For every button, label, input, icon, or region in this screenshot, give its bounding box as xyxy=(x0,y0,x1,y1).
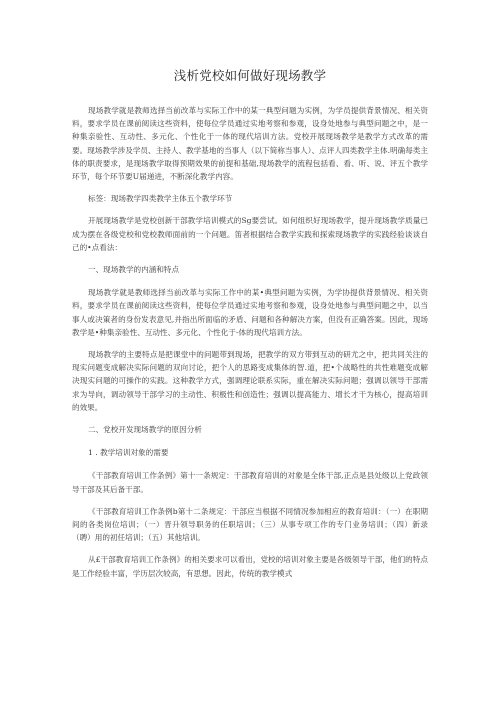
section-heading-2: 二、党校开发现场教学的原因分析 xyxy=(88,425,202,435)
intro-paragraph: 开展现场教学是党校创新干部教学培训模式的Sg要尝试。如何组织好现场教学，提升现场教学质量已成为摆在各级党校和党校教师面前的一个问题。笛者根据结合教学实践和探索现场教学的实践经验谈谈自己的•点看法： xyxy=(72,216,428,252)
keywords-line: 标签：现场教学四类教学主体五个教学环节 xyxy=(88,194,233,204)
subsection-heading-1: 1 . 教学培训对象的需要 xyxy=(88,448,169,458)
section2-paragraph-3: 从£干部教育培训工作条例》的相关要求可以看出，党校的培训对象主要是各级领导干部，他们的特点是工作经验丰富，学历层次较高，有思想。因此，传统的教学模式 xyxy=(72,555,428,578)
abstract-paragraph: 现场教学就是教师选择当前改革与实际工作中的某一典型问题为实例，为学员提供背景情况、相关资料，要求学员在课前阅读这些资料，使每位学员通过实地考察和参观，设身处地参与典型问题之中，是一种集亲验性、互动性、多元化、个性化于一体的现代培训方法。党校开展现场教学是教学方式改革的需要。现场教学涉及学员、主持人、教学基地的当事人（以下简称当事人）、点评人四类教学主体.明确每类主体的职责要求，是现场教学取得预期效果的前提和基础,现场教学的流程包括看、看、听、说、评五个教学环节，每个环节要U届递进，不断深化教学内容。 xyxy=(72,106,428,182)
section-heading-1: 一、现场教学的内涵和特点 xyxy=(88,265,180,275)
section2-paragraph-2: 《干部教育培训工作条例b第十二条规定：干部应当根据不同情况参加相应的教育培训：（一）在职期间的各类岗位培训；（一）晋升领导职务的任职培训；（三）从事专项工作的专门业务培训；（四）新录（聘）用的初任培训；（五）其他培训。 xyxy=(72,506,428,543)
section1-paragraph-2: 现场教学的主要特点是把课堂中的问题带到现场，把教学的双方带到互动的研尤之中，把共同关注的现实问题变成解决实际问题的双向讨论，把个人的思路变成集体的智.道，把•个战略性的共性难题变成解决现实问题的可操作的实践。这种教学方式，强调理论联系实际，重在解决实际问题；强调以领导干部需求为导向，调动领导干部学习的主动性、积极性和创造性；强调以提高能力、增长才干为核心，提高培训的效果。 xyxy=(72,350,428,412)
page-title: 浅析党校如何做好现场教学 xyxy=(173,68,327,83)
section1-paragraph-1: 现场教学就是教师选择当前改革与实际工作中的某•典型问题为实例，为学协提供背景情况、相关资料，要求学员在课前阅读这些资料，使每位学员通过实地考察和参观，设身处地参与典型问题之中，以当事人或决策者的身份发表意见,并指出所面临的矛盾、问题和各种解决方案，但没有正确答案。因此，现场教学是•种集亲验性、互动性、多元化、个性化于-体的现代培训方法。 xyxy=(72,288,428,337)
section2-paragraph-1: 《干部教育培训工作条例》第十一条规定：干部教育培训的对象是全体干部,正点是县处级以上党政领导干部及其后备干部。 xyxy=(72,471,428,494)
